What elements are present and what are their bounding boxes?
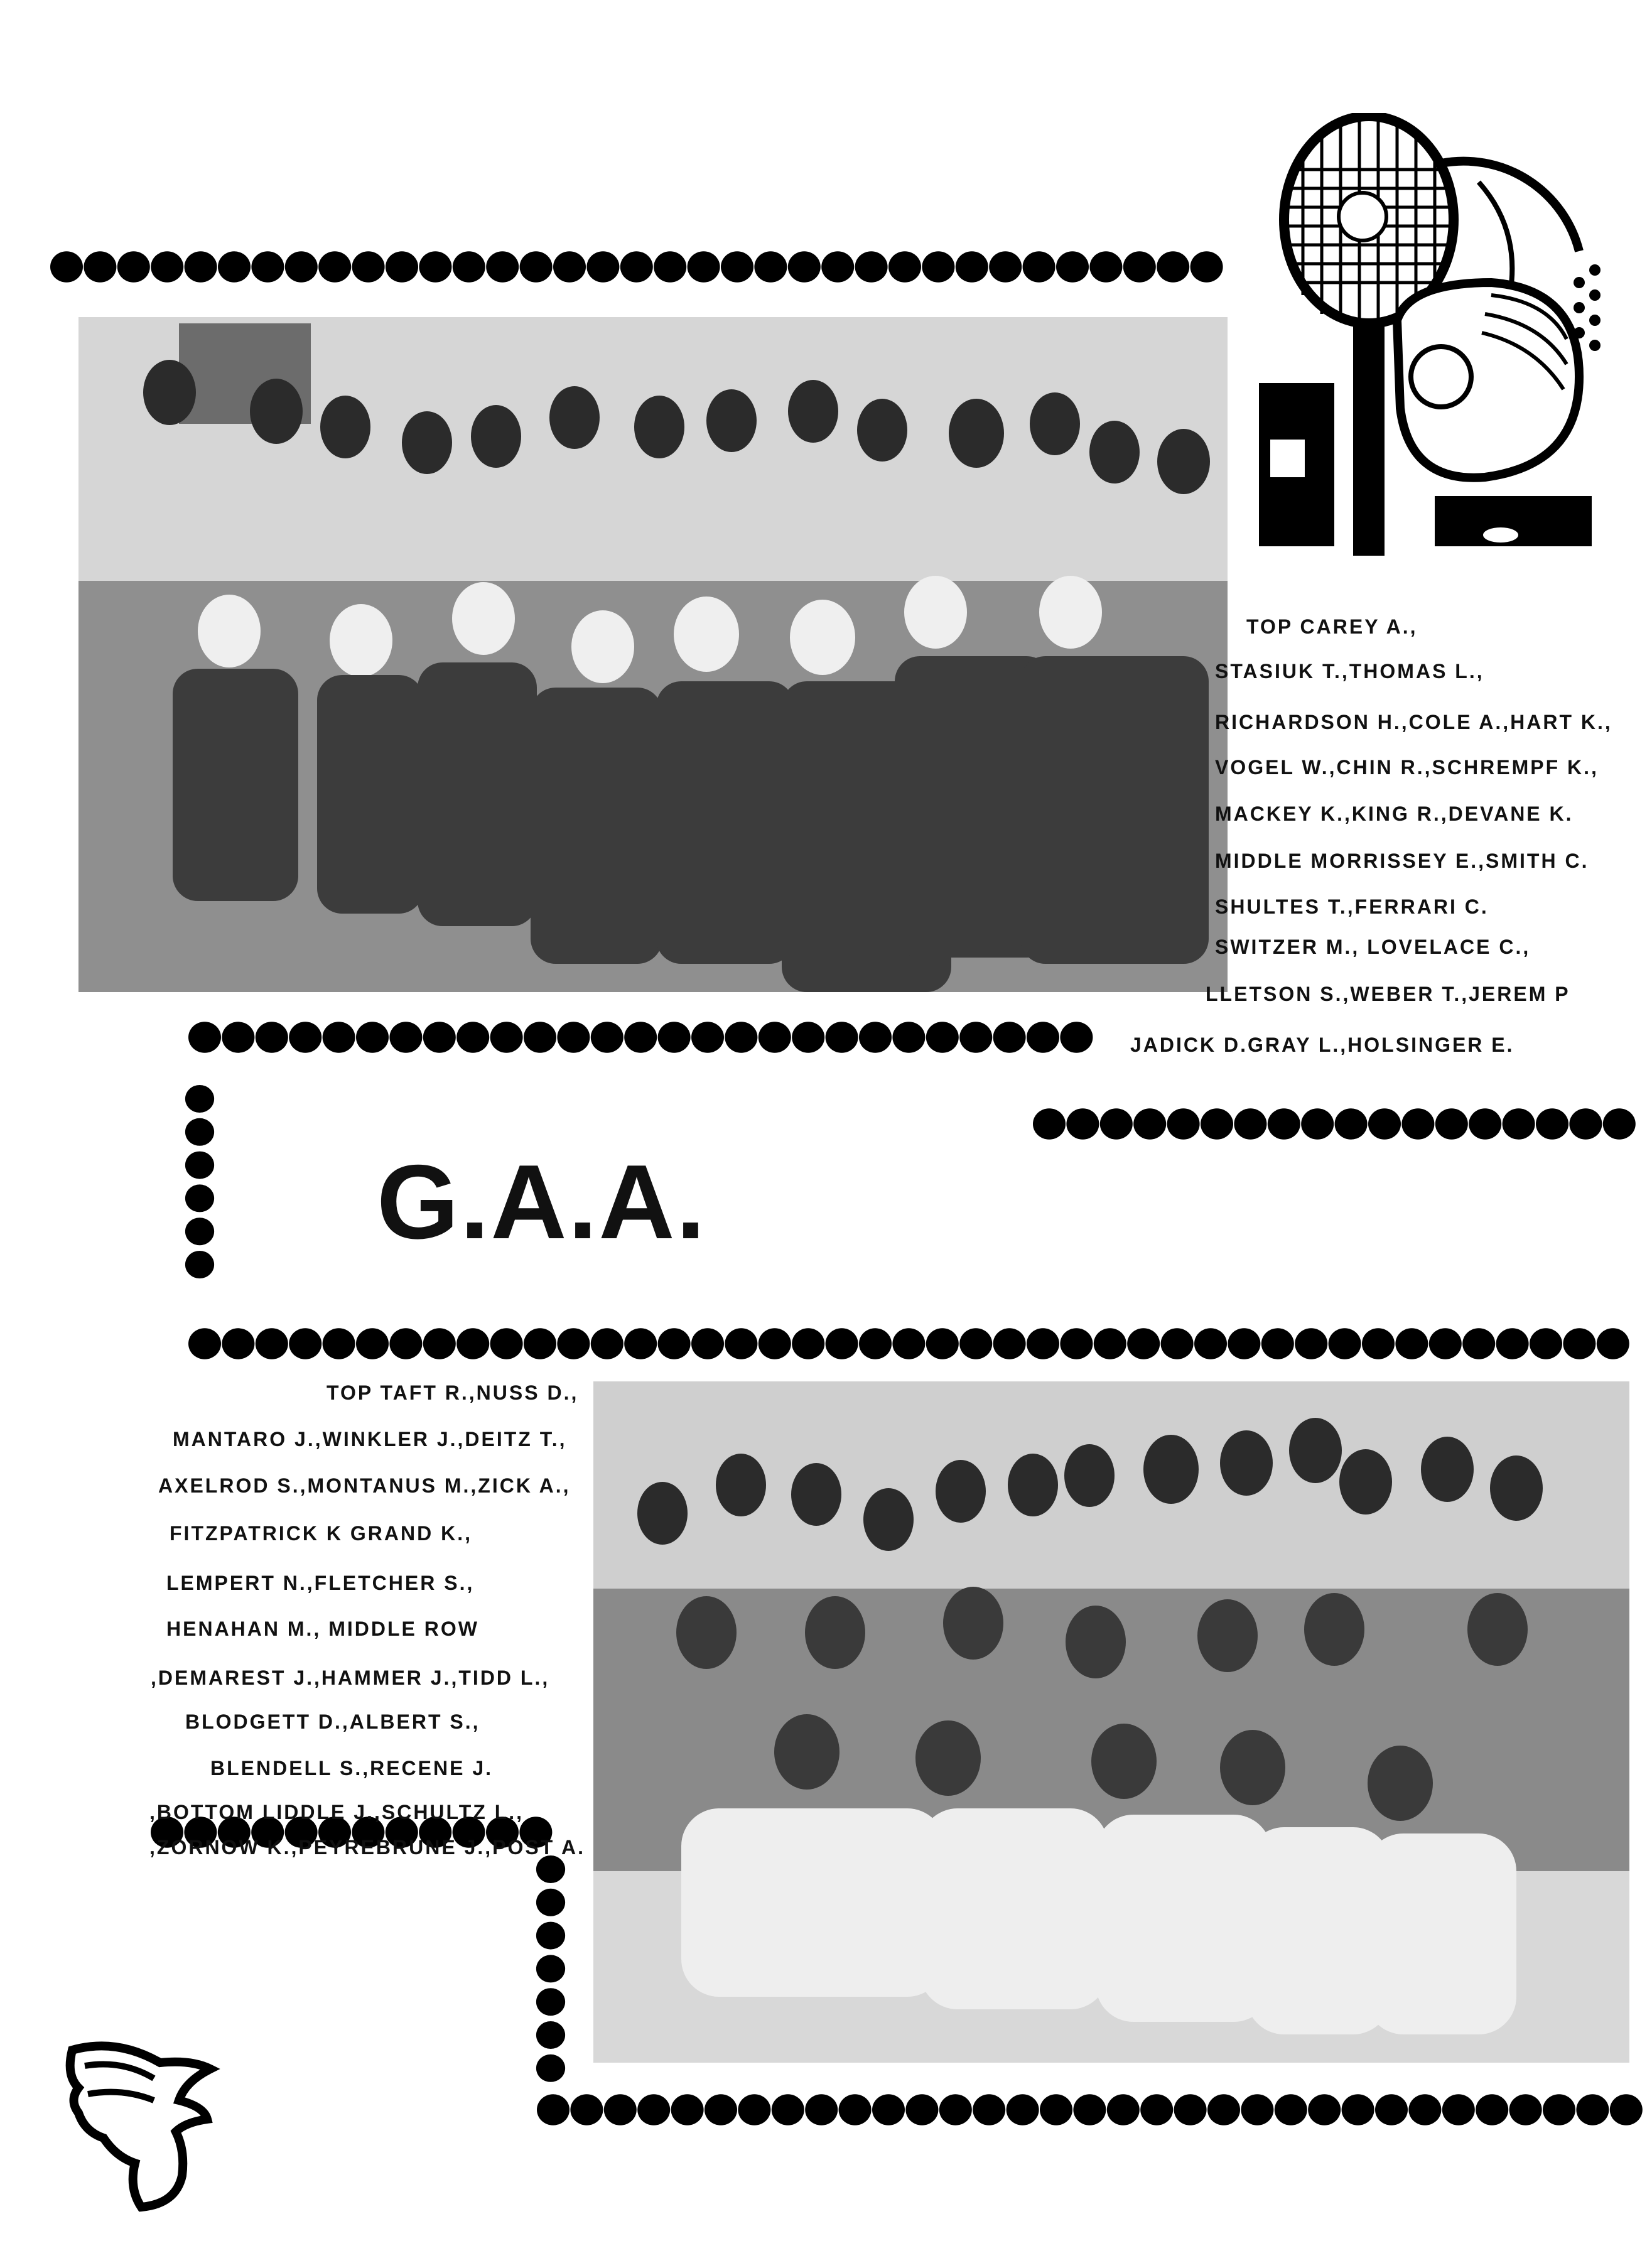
- caption-line: JADICK D.GRAY L.,HOLSINGER E.: [1130, 1034, 1514, 1056]
- decorative-dot: [1268, 1108, 1300, 1139]
- caption-line: BLENDELL S.,RECENE J.: [210, 1757, 494, 1779]
- decorative-dot: [1207, 2094, 1240, 2125]
- decorative-dot: [1462, 1328, 1495, 1359]
- decorative-dot: [725, 1328, 757, 1359]
- decorative-dot: [859, 1328, 892, 1359]
- decorative-dot: [654, 251, 686, 282]
- decorative-dot: [1362, 1328, 1395, 1359]
- decorative-dot: [620, 251, 653, 282]
- decorative-dot: [185, 1184, 214, 1212]
- decorative-dot: [318, 251, 351, 282]
- decorative-dot: [536, 1889, 565, 1916]
- decorative-dot: [1603, 1108, 1636, 1139]
- decorative-dot: [1295, 1328, 1327, 1359]
- decorative-dot: [536, 2055, 565, 2082]
- decorative-dot: [772, 2094, 804, 2125]
- caption-line: MACKEY K.,KING R.,DEVANE K.: [1215, 802, 1574, 825]
- decorative-dot: [151, 251, 183, 282]
- decorative-dot: [1610, 2094, 1643, 2125]
- team-photo-bottom-figures: [593, 1381, 1629, 2063]
- decorative-dot: [624, 1328, 657, 1359]
- caption-line: ,ZORNOW K.,PEYREBRUNE J.,POST A.: [149, 1836, 585, 1859]
- decorative-dot: [905, 2094, 938, 2125]
- decorative-dot: [926, 1022, 959, 1052]
- decorative-dot: [1127, 1328, 1160, 1359]
- decorative-dot: [989, 251, 1022, 282]
- decorative-dot: [1123, 251, 1156, 282]
- decorative-dot: [956, 251, 988, 282]
- decorative-dot: [490, 1328, 523, 1359]
- decorative-dot: [1476, 2094, 1508, 2125]
- caption-line: AXELROD S.,MONTANUS M.,ZICK A.,: [158, 1474, 571, 1497]
- decorative-dot: [1228, 1328, 1260, 1359]
- decorative-dot: [1335, 1108, 1368, 1139]
- decorative-dot: [1056, 251, 1089, 282]
- team-photo-bottom: [593, 1381, 1629, 2063]
- caption-line: MANTARO J.,WINKLER J.,DEITZ T.,: [173, 1428, 567, 1450]
- decorative-dot: [1133, 1108, 1166, 1139]
- decorative-dot: [826, 1328, 858, 1359]
- decorative-dot: [1401, 1108, 1434, 1139]
- decorative-dot: [1174, 2094, 1207, 2125]
- decorative-dot: [1442, 2094, 1475, 2125]
- decorative-dot: [1597, 1328, 1629, 1359]
- decorative-dot: [1157, 251, 1189, 282]
- decorative-dot: [926, 1328, 959, 1359]
- decorative-dot: [855, 251, 888, 282]
- decorative-dot: [788, 251, 821, 282]
- decorative-dot: [185, 1251, 214, 1278]
- caption-line: ,BOTTOM LIDDLE J.,SCHULTZ L.,: [149, 1801, 524, 1823]
- decorative-dot: [821, 251, 854, 282]
- decorative-dot: [725, 1022, 757, 1052]
- decorative-dot: [456, 1022, 489, 1052]
- decorative-dot: [1496, 1328, 1529, 1359]
- decorative-dot: [352, 251, 385, 282]
- decorative-dot: [792, 1022, 824, 1052]
- team-photo-top: [78, 317, 1228, 992]
- decorative-dot: [1261, 1328, 1294, 1359]
- caption-line: FITZPATRICK K GRAND K.,: [170, 1522, 472, 1545]
- decorative-dot: [993, 1328, 1026, 1359]
- decorative-dot: [356, 1022, 389, 1052]
- decorative-dot: [222, 1328, 254, 1359]
- decorative-dot: [185, 1118, 214, 1146]
- decorative-dot: [1033, 1108, 1066, 1139]
- decorative-dot: [959, 1022, 992, 1052]
- decorative-dot: [1201, 1108, 1233, 1139]
- caption-line: TOP CAREY A.,: [1246, 615, 1418, 638]
- decorative-dot: [490, 1022, 523, 1052]
- decorative-dot: [536, 2021, 565, 2049]
- decorative-dot: [1536, 1108, 1568, 1139]
- caption-line: RICHARDSON H.,COLE A.,HART K.,: [1215, 711, 1612, 733]
- decorative-dot: [1060, 1328, 1093, 1359]
- decorative-dot: [1342, 2094, 1374, 2125]
- decorative-dot: [1094, 1328, 1126, 1359]
- caption-line: TOP TAFT R.,NUSS D.,: [327, 1381, 579, 1404]
- decorative-dot: [1329, 1328, 1361, 1359]
- decorative-dot: [738, 2094, 770, 2125]
- caption-line: BLODGETT D.,ALBERT S.,: [185, 1710, 480, 1733]
- decorative-dot: [1429, 1328, 1462, 1359]
- decorative-dot: [1530, 1328, 1562, 1359]
- winged-foot-icon: [60, 2025, 223, 2213]
- decorative-dot: [289, 1022, 321, 1052]
- decorative-dot: [754, 251, 787, 282]
- decorative-dot: [688, 251, 720, 282]
- decorative-dot: [285, 251, 318, 282]
- caption-line: STASIUK T.,THOMAS L.,: [1215, 660, 1484, 683]
- decorative-dot: [1275, 2094, 1307, 2125]
- decorative-dot: [84, 251, 116, 282]
- decorative-dot: [922, 251, 954, 282]
- page-title: G.A.A.: [377, 1143, 707, 1261]
- decorative-dot: [1027, 1022, 1059, 1052]
- decorative-dot: [389, 1328, 422, 1359]
- decorative-dot: [1301, 1108, 1334, 1139]
- sports-equipment-icon: [1253, 113, 1604, 571]
- decorative-dot: [553, 251, 586, 282]
- decorative-dot: [839, 2094, 872, 2125]
- decorative-dot: [705, 2094, 737, 2125]
- decorative-dot: [557, 1328, 590, 1359]
- decorative-dot: [323, 1328, 355, 1359]
- decorative-dot: [604, 2094, 637, 2125]
- decorative-dot: [759, 1328, 791, 1359]
- decorative-dot: [524, 1022, 556, 1052]
- decorative-dot: [1027, 1328, 1059, 1359]
- decorative-dot: [892, 1328, 925, 1359]
- decorative-dot: [251, 251, 284, 282]
- decorative-dot: [185, 1218, 214, 1245]
- decorative-dot: [1368, 1108, 1401, 1139]
- decorative-dot: [1543, 2094, 1575, 2125]
- decorative-dot: [456, 1328, 489, 1359]
- decorative-dot: [185, 1085, 214, 1113]
- decorative-dot: [691, 1022, 724, 1052]
- caption-line: SHULTES T.,FERRARI C.: [1215, 895, 1489, 918]
- decorative-dot: [536, 1855, 565, 1883]
- decorative-dot: [524, 1328, 556, 1359]
- decorative-dot: [188, 1022, 221, 1052]
- decorative-dot: [1107, 2094, 1140, 2125]
- decorative-dot: [1167, 1108, 1200, 1139]
- decorative-dot: [1569, 1108, 1602, 1139]
- decorative-dot: [536, 1922, 565, 1950]
- decorative-dot: [721, 251, 753, 282]
- decorative-dot: [419, 251, 451, 282]
- decorative-dot: [218, 251, 251, 282]
- sports-equipment-illustration: [1253, 113, 1604, 571]
- decorative-dot: [185, 251, 217, 282]
- decorative-dot: [256, 1328, 288, 1359]
- decorative-dot: [888, 251, 921, 282]
- decorative-dot: [1140, 2094, 1173, 2125]
- caption-line: VOGEL W.,CHIN R.,SCHREMPF K.,: [1215, 756, 1599, 779]
- decorative-dot: [1089, 251, 1122, 282]
- decorative-dot: [536, 1955, 565, 1982]
- decorative-dot: [591, 1022, 624, 1052]
- caption-line: MIDDLE MORRISSEY E.,SMITH C.: [1215, 850, 1589, 872]
- decorative-dot: [1308, 2094, 1341, 2125]
- decorative-dot: [386, 251, 418, 282]
- decorative-dot: [188, 1328, 221, 1359]
- decorative-dot: [1395, 1328, 1428, 1359]
- decorative-dot: [356, 1328, 389, 1359]
- decorative-dot: [624, 1022, 657, 1052]
- decorative-dot: [1241, 2094, 1273, 2125]
- decorative-dot: [1563, 1328, 1595, 1359]
- decorative-dot: [520, 251, 553, 282]
- decorative-dot: [570, 2094, 603, 2125]
- decorative-dot: [1375, 2094, 1408, 2125]
- decorative-dot: [117, 251, 150, 282]
- decorative-dot: [859, 1022, 892, 1052]
- team-photo-top-figures: [78, 317, 1228, 992]
- decorative-dot: [453, 251, 485, 282]
- decorative-dot: [805, 2094, 838, 2125]
- decorative-dot: [1190, 251, 1223, 282]
- decorative-dot: [423, 1328, 456, 1359]
- caption-line: LEMPERT N.,FLETCHER S.,: [166, 1572, 475, 1594]
- decorative-dot: [323, 1022, 355, 1052]
- winged-foot-logo: [60, 2025, 223, 2213]
- decorative-dot: [637, 2094, 670, 2125]
- decorative-dot: [486, 251, 519, 282]
- decorative-dot: [1066, 1108, 1099, 1139]
- decorative-dot: [1161, 1328, 1194, 1359]
- decorative-dot: [1469, 1108, 1501, 1139]
- decorative-dot: [586, 251, 619, 282]
- decorative-dot: [1100, 1108, 1133, 1139]
- decorative-dot: [1234, 1108, 1266, 1139]
- decorative-dot: [658, 1022, 691, 1052]
- decorative-dot: [1060, 1022, 1093, 1052]
- decorative-dot: [691, 1328, 724, 1359]
- decorative-dot: [1040, 2094, 1072, 2125]
- decorative-dot: [1576, 2094, 1609, 2125]
- decorative-dot: [591, 1328, 624, 1359]
- decorative-dot: [537, 2094, 570, 2125]
- decorative-dot: [50, 251, 83, 282]
- decorative-dot: [1435, 1108, 1468, 1139]
- decorative-dot: [1023, 251, 1055, 282]
- decorative-dot: [892, 1022, 925, 1052]
- decorative-dot: [826, 1022, 858, 1052]
- decorative-dot: [536, 1988, 565, 2016]
- decorative-dot: [1194, 1328, 1227, 1359]
- caption-line: ,DEMAREST J.,HAMMER J.,TIDD L.,: [151, 1666, 550, 1689]
- decorative-dot: [423, 1022, 456, 1052]
- decorative-dot: [792, 1328, 824, 1359]
- decorative-dot: [1503, 1108, 1535, 1139]
- decorative-dot: [759, 1022, 791, 1052]
- decorative-dot: [1073, 2094, 1106, 2125]
- caption-line: HENAHAN M., MIDDLE ROW: [166, 1617, 479, 1640]
- decorative-dot: [959, 1328, 992, 1359]
- decorative-dot: [939, 2094, 972, 2125]
- decorative-dot: [1509, 2094, 1542, 2125]
- decorative-dot: [185, 1152, 214, 1179]
- decorative-dot: [993, 1022, 1026, 1052]
- decorative-dot: [256, 1022, 288, 1052]
- decorative-dot: [222, 1022, 254, 1052]
- caption-line: SWITZER M., LOVELACE C.,: [1215, 936, 1531, 958]
- caption-line: LLETSON S.,WEBER T.,JEREM P: [1206, 983, 1570, 1005]
- decorative-dot: [557, 1022, 590, 1052]
- decorative-dot: [389, 1022, 422, 1052]
- decorative-dot: [872, 2094, 905, 2125]
- decorative-dot: [1408, 2094, 1441, 2125]
- decorative-dot: [658, 1328, 691, 1359]
- decorative-dot: [973, 2094, 1005, 2125]
- decorative-dot: [289, 1328, 321, 1359]
- decorative-dot: [671, 2094, 704, 2125]
- decorative-dot: [1007, 2094, 1039, 2125]
